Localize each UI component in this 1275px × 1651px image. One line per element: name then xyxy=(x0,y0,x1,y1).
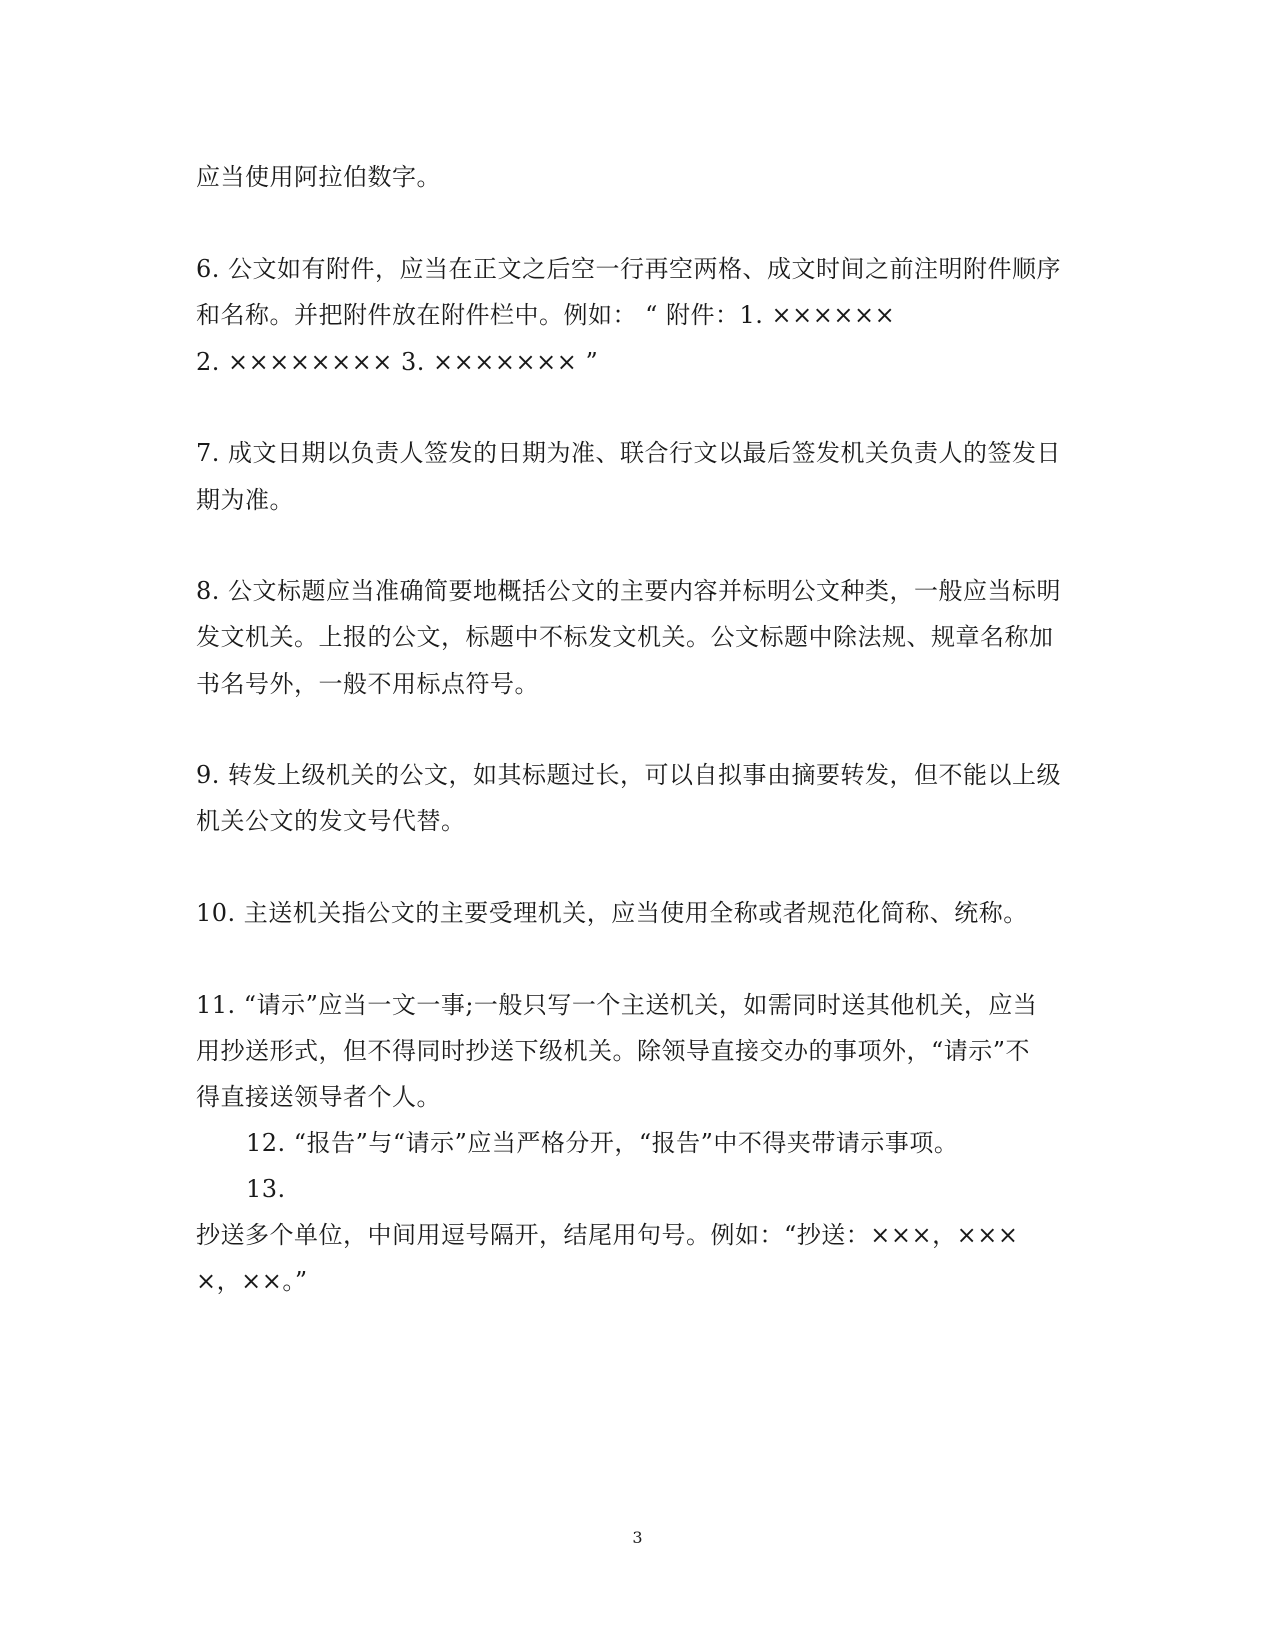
text-line: 12. “报告”与“请示”应当严格分开，“报告”中不得夹带请示事项。 xyxy=(246,1129,959,1157)
page-number: 3 xyxy=(632,1528,643,1547)
text-line: 得直接送领导者个人。 xyxy=(196,1083,441,1111)
text-line: 2. ×××××××× 3. ××××××× ” xyxy=(196,348,599,376)
text-line: 发文机关。上报的公文，标题中不标发文机关。公文标题中除法规、规章名称加 xyxy=(196,623,1054,651)
text-line: 书名号外，一般不用标点符号。 xyxy=(196,670,539,698)
text-line: 11. “请示”应当一文一事;一般只写一个主送机关，如需同时送其他机关，应当 xyxy=(196,991,1038,1019)
text-line: 10. 主送机关指公文的主要受理机关，应当使用全称或者规范化简称、统称。 xyxy=(196,899,1028,927)
text-line: 9. 转发上级机关的公文，如其标题过长，可以自拟事由摘要转发，但不能以上级 xyxy=(196,761,1062,789)
text-line: 机关公文的发文号代替。 xyxy=(196,807,466,835)
text-line: 6. 公文如有附件，应当在正文之后空一行再空两格、成文时间之前注明附件顺序 xyxy=(196,255,1062,283)
text-line: 13. xyxy=(246,1175,286,1203)
text-line: 和名称。并把附件放在附件栏中。例如： “ 附件：1. ×××××× xyxy=(196,301,896,329)
text-line: 8. 公文标题应当准确简要地概括公文的主要内容并标明公文种类，一般应当标明 xyxy=(196,577,1062,605)
text-line: 抄送多个单位，中间用逗号隔开，结尾用句号。例如：“抄送：×××，××× xyxy=(196,1221,1019,1249)
text-line: 期为准。 xyxy=(196,486,294,514)
text-line: 用抄送形式，但不得同时抄送下级机关。除领导直接交办的事项外，“请示”不 xyxy=(196,1037,1031,1065)
text-line: ×，××。” xyxy=(196,1267,308,1295)
text-line: 7. 成文日期以负责人签发的日期为准、联合行文以最后签发机关负责人的签发日 xyxy=(196,439,1062,467)
text-line: 应当使用阿拉伯数字。 xyxy=(196,163,441,191)
